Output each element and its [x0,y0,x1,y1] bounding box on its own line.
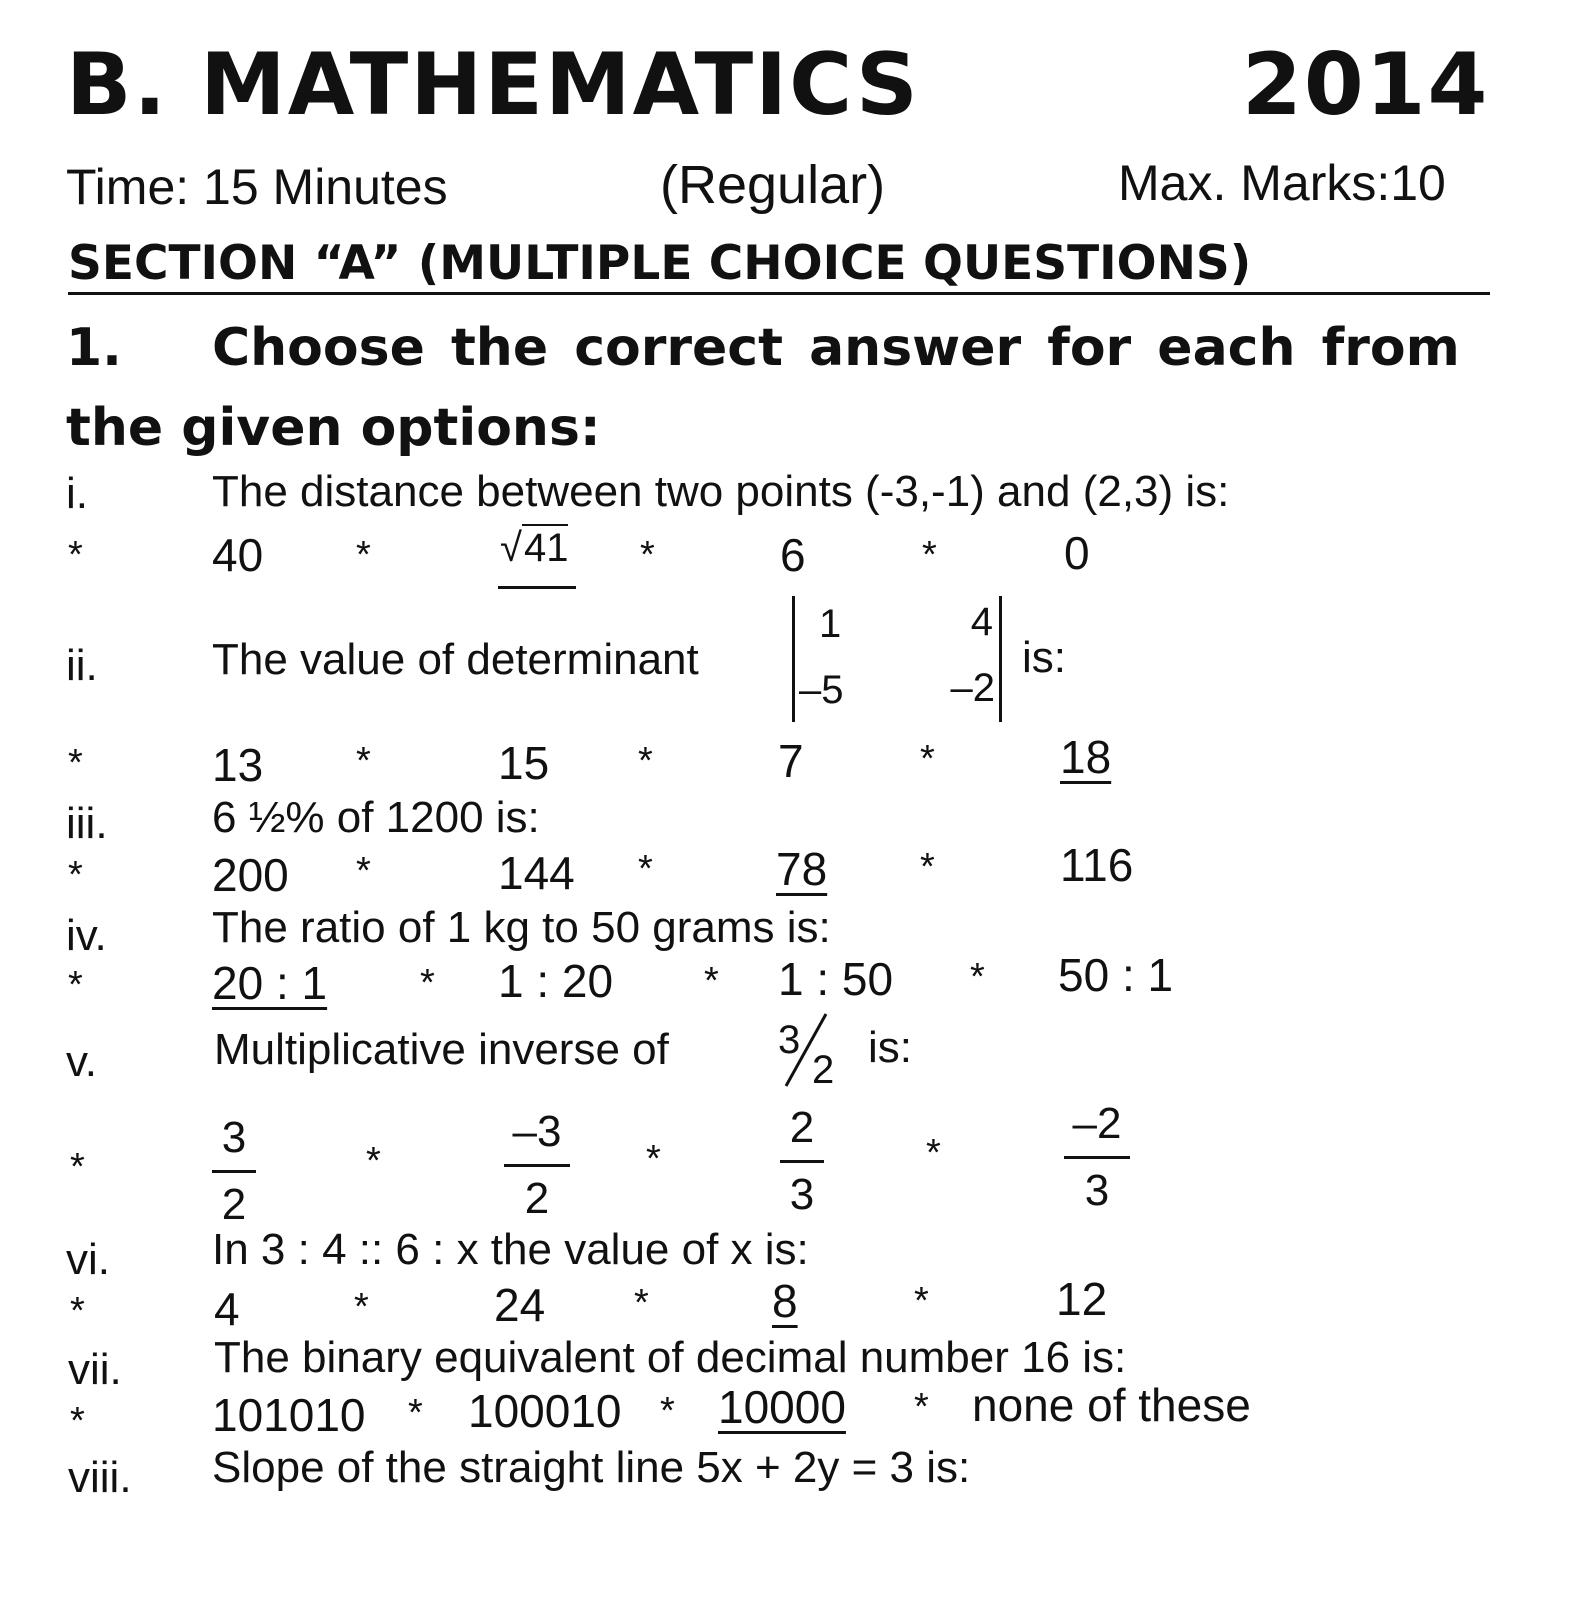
question-number: vi. [66,1235,110,1284]
option-a [212,1113,256,1229]
option-b: 1 : 20 [498,955,614,1007]
option-bullet: * [70,1400,85,1442]
option-c [780,1103,824,1219]
option-d: 18 [1060,731,1112,783]
option-bullet: * [646,1138,661,1180]
option-bullet: * [356,850,371,892]
option-c: 8 [772,1275,798,1327]
option-bullet: * [356,534,371,576]
exam-type: (Regular) [660,155,886,215]
option-bullet: * [638,848,653,890]
option-d: 116 [1060,839,1134,891]
question-number: v. [66,1037,97,1086]
option-bullet: * [68,854,83,896]
option-b: 15 [498,737,550,789]
instruction-number: 1. [66,318,122,378]
option-a: 20 : 1 [212,957,328,1009]
option-bullet: * [970,956,985,998]
option-a: 13 [212,739,264,791]
fraction-bar [1064,1156,1130,1159]
option-c: 10000 [718,1381,846,1433]
matrix-cell: –5 [799,668,844,712]
question-text: The ratio of 1 kg to 50 grams is: [212,903,831,952]
option-b-sqrt [500,526,568,571]
option-bullet: * [640,534,655,576]
slash-fraction [776,1010,842,1090]
option-c: 7 [778,735,804,787]
fraction-numerator: 3 [778,1018,801,1062]
option-bullet: * [920,738,935,780]
time-label: Time: 15 Minutes [66,159,448,215]
question-number: viii. [68,1453,132,1502]
option-bullet: * [704,960,719,1002]
option-c: 78 [776,843,828,895]
option-bullet: * [920,846,935,888]
fraction-bar [212,1170,256,1173]
question-number: ii. [66,641,98,690]
option-bullet: * [914,1280,929,1322]
question-number: vii. [68,1345,122,1394]
question-text-suffix: is: [868,1023,912,1072]
fraction-denominator: 3 [789,1170,815,1219]
fraction-numerator: 3 [221,1113,247,1162]
option-bullet: * [70,1290,85,1332]
option-c: 1 : 50 [778,953,894,1005]
fraction-numerator: –3 [512,1107,562,1156]
option-b: 24 [494,1279,546,1331]
option-bullet: * [68,964,83,1006]
option-bullet: * [638,740,653,782]
option-bullet: * [70,1146,85,1188]
fraction-denominator: 3 [1084,1166,1110,1215]
matrix-cell: –2 [950,666,995,710]
option-d [1064,1099,1130,1215]
fraction-bar [780,1160,824,1163]
fraction-denominator: 2 [524,1174,550,1223]
option-bullet: * [922,534,937,576]
option-b: 144 [498,847,575,899]
fraction-denominator: 2 [221,1180,247,1229]
exam-year: 2014 [1242,35,1490,135]
instruction-line2: the given options: [66,398,601,458]
option-bullet: * [356,740,371,782]
determinant-matrix [792,596,1002,722]
option-bullet: * [68,534,83,576]
matrix-cell: 4 [970,600,993,644]
option-b: 41 [523,526,569,570]
option-a: 101010 [212,1389,366,1441]
question-text: The value of determinant [212,635,699,684]
option-a: 4 [214,1283,240,1335]
section-title: SECTION “A” (MULTIPLE CHOICE QUESTIONS) [68,236,1252,291]
option-d: 50 : 1 [1058,949,1174,1001]
subject-title: B. MATHEMATICS [66,35,920,135]
option-d: none of these [972,1379,1251,1431]
option-bullet: * [634,1282,649,1324]
section-underline [68,292,1490,295]
question-number: iii. [66,799,108,848]
option-b: 100010 [468,1385,622,1437]
correct-answer-underline [498,586,576,589]
max-marks: Max. Marks:10 [1118,155,1446,211]
option-b [504,1107,570,1223]
option-bullet: * [914,1386,929,1428]
option-bullet: * [926,1132,941,1174]
fraction-bar [504,1164,570,1167]
option-bullet: * [408,1392,423,1434]
option-bullet: * [420,962,435,1004]
option-bullet: * [660,1390,675,1432]
fraction-denominator: 2 [812,1048,835,1092]
radical-sign: √ [500,526,522,570]
question-number: i. [66,469,88,518]
option-a: 40 [212,529,264,581]
question-number: iv. [66,911,107,960]
question-text: The binary equivalent of decimal number 16 is: [214,1333,1127,1382]
option-a: 200 [212,849,289,901]
question-text-suffix: is: [1022,633,1066,682]
question-text: The distance between two points (-3,-1) and (2,3) is: [212,467,1230,516]
option-bullet: * [366,1140,381,1182]
option-d: 0 [1064,527,1090,579]
question-text: In 3 : 4 :: 6 : x the value of x is: [212,1225,809,1274]
question-text: 6 ½% of 1200 is: [212,793,540,842]
question-text: Multiplicative inverse of [214,1025,669,1074]
question-text: Slope of the straight line 5x + 2y = 3 is: [212,1443,971,1492]
option-d: 12 [1056,1273,1108,1325]
option-c: 6 [780,529,806,581]
fraction-numerator: –2 [1072,1099,1122,1148]
matrix-cell: 1 [819,602,842,646]
option-bullet: * [68,742,83,784]
instruction-line1: Choose the correct answer for each from [212,318,1460,378]
fraction-numerator: 2 [789,1103,815,1152]
option-bullet: * [354,1286,369,1328]
